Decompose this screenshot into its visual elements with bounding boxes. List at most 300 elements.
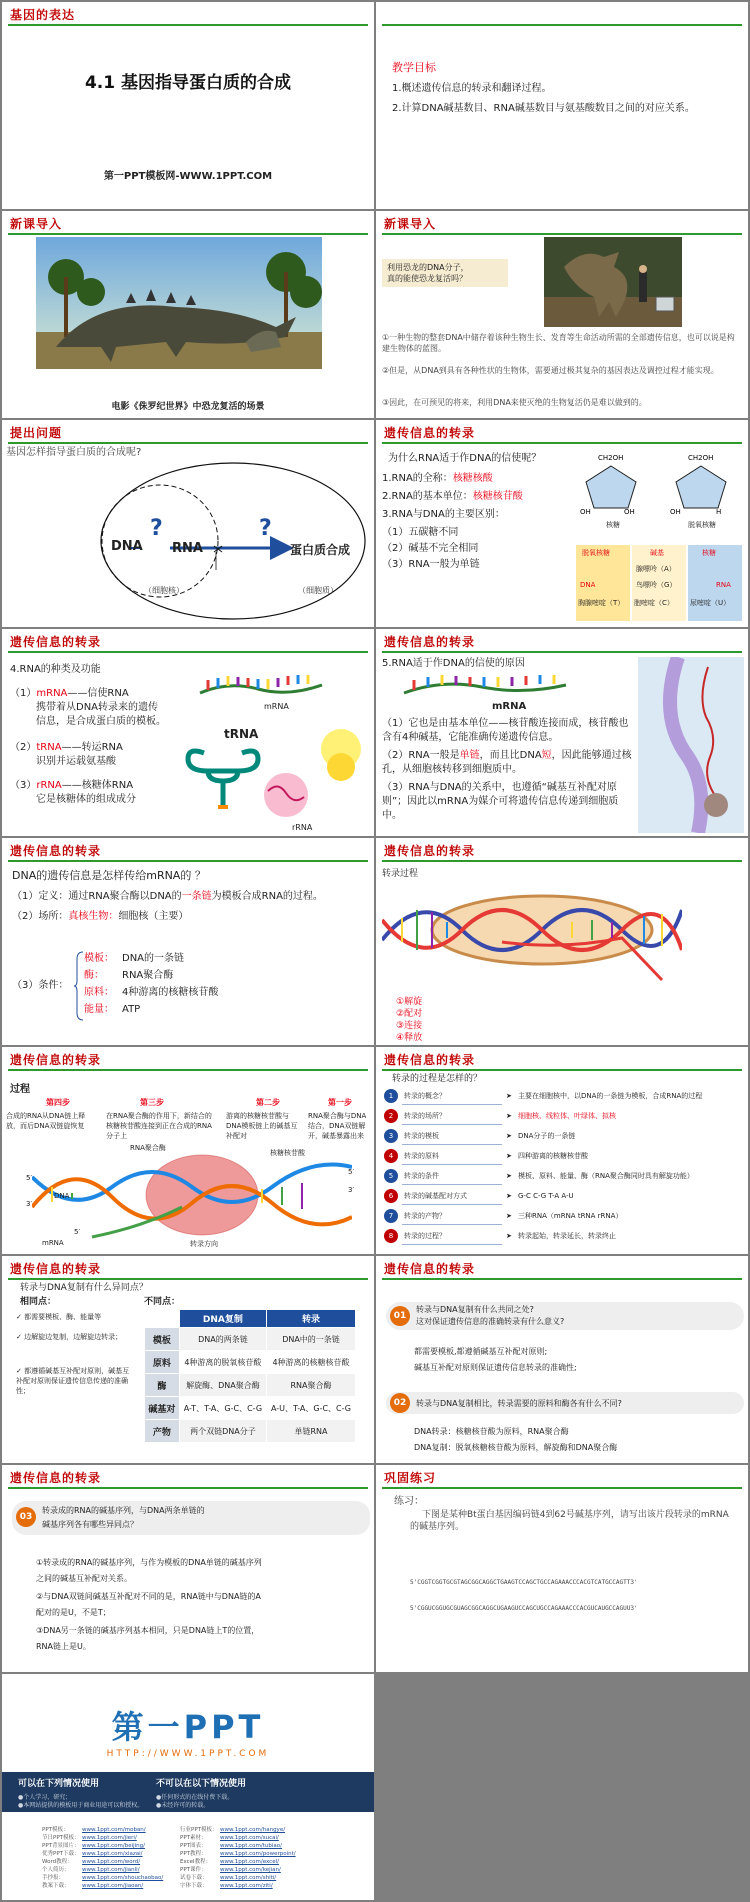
condition-template: 模板： DNA的一条链 [84, 953, 185, 964]
slide-transcription-def [2, 838, 374, 1045]
row-divider [402, 1244, 502, 1245]
arrow-icon: ➤ [506, 1152, 512, 1160]
header-rule [382, 860, 742, 862]
table-cell: 胸腺嘧啶（T） [578, 599, 625, 607]
link-url[interactable]: www.1ppt.com/beijing/ [82, 1843, 146, 1849]
same-item: ✓ 都遵循碱基互补配对原则，碱基互补配对原则保证遗传信息传递的准确性； [16, 1367, 130, 1395]
header-rule [382, 1069, 742, 1071]
row-divider [402, 1184, 502, 1185]
type-desc: ——核糖体RNA [61, 780, 134, 791]
link-label: 个人简历： [42, 1867, 70, 1873]
link-row [42, 1826, 146, 1834]
summary-row [384, 1189, 742, 1207]
link-label: 手抄报： [42, 1875, 65, 1881]
sequence-coding: 5'CGGTCGGTGCGTAGCGGCAGGCTGAAGTCCAGCTGCCAGAAACCCACGTCATGCCAGTT3' [410, 1579, 638, 1586]
table-cell: RNA聚合酶 [267, 1374, 356, 1397]
svg-text:CH2OH: CH2OH [598, 454, 624, 462]
bubble-line: 利用恐龙的DNA分子， [387, 263, 469, 272]
section-title: 5.RNA适于作DNA的信使的原因 [382, 658, 525, 669]
link-row [42, 1850, 143, 1858]
cannot-use-item: ●未经许可的转载。 [156, 1802, 210, 1809]
header-rule [8, 1069, 368, 1071]
link-label: PPT教程： [180, 1851, 207, 1857]
table-cell: 模板 [145, 1328, 180, 1351]
slide-header: 新课导入 [10, 217, 63, 231]
definition: （1）定义：通过RNA聚合酶以DNA的一条链为模板合成RNA的过程。 [12, 891, 323, 902]
list-item [382, 472, 493, 486]
header-rule [8, 1278, 368, 1280]
same-label: 相同点： [20, 1297, 57, 1307]
svg-text:OH: OH [580, 508, 591, 516]
header-rule [8, 1487, 368, 1489]
question-bubble [382, 259, 508, 287]
rna-type-mrna: （1）mRNA——信使RNA 携带着从DNA转录来的遗传 信息，是合成蛋白质的模板。 [10, 687, 180, 729]
item-value: 核糖核酸 [452, 473, 493, 484]
summary-row [384, 1169, 742, 1187]
link-url[interactable]: www.1ppt.com/shouchaobao/ [82, 1875, 164, 1881]
svg-text:OH: OH [624, 508, 635, 516]
deoxyribose-structure [666, 452, 736, 516]
link-url[interactable]: www.1ppt.com/xiazai/ [82, 1851, 143, 1857]
page-title: 4.1 基因指导蛋白质的合成 [84, 73, 292, 93]
step-text: 合成的RNA从DNA链上释放，而后DNA双链旋恢复 [6, 1112, 86, 1130]
type-detail: 信息，是合成蛋白质的模板。 [36, 716, 166, 727]
row-key: 转录的场所？ [404, 1112, 446, 1120]
arrow-icon: ➤ [506, 1092, 512, 1100]
question-text: 为什么RNA适于作DNA的信使呢？ [388, 453, 542, 464]
answer-line: DNA复制：脱氧核糖核苷酸为原料，解旋酶和DNA聚合酶 [414, 1443, 618, 1452]
table-row [145, 1351, 356, 1374]
slide-header: 提出问题 [10, 426, 63, 440]
table-cell: 酶 [145, 1374, 180, 1397]
summary-row [384, 1149, 742, 1167]
slide-header: 遗传信息的转录 [384, 1053, 476, 1067]
table-cell: 尿嘧啶（U） [690, 599, 731, 607]
link-row [42, 1882, 143, 1890]
link-url[interactable]: www.1ppt.com/kejian/ [220, 1867, 281, 1873]
slide-header: 遗传信息的转录 [10, 635, 102, 649]
section-title: 4.RNA的种类及功能 [10, 664, 101, 675]
mrna-illustration [402, 673, 568, 697]
slide-rna-types [2, 629, 374, 836]
header-rule [8, 651, 368, 653]
question-mark: ? [150, 516, 163, 541]
table-cell: DNA [580, 581, 596, 589]
cytoplasm-label: （细胞质） [298, 586, 338, 595]
header-rule [8, 442, 368, 444]
table-cell: 原料 [145, 1351, 180, 1374]
question-mark: ? [259, 516, 272, 541]
arrow-icon: ➤ [506, 1112, 512, 1120]
nuclear-export-illustration [638, 657, 744, 833]
trna-illustration [178, 741, 268, 811]
question-number: 03 [16, 1507, 36, 1527]
link-label: 试卷下载： [180, 1875, 208, 1881]
row-divider [402, 1124, 502, 1125]
answer-line: DNA转录：核糖核苷酸为原料，RNA聚合酶 [414, 1427, 569, 1436]
question-line: 转录与DNA复制有什么共同之处? [416, 1305, 534, 1314]
slide-process-steps [2, 1047, 374, 1254]
diff-label: 不同点： [144, 1297, 181, 1307]
link-row [180, 1866, 281, 1874]
col-head: 核糖 [702, 549, 716, 557]
step-item: ②配对 [396, 1009, 423, 1019]
slide-header: 遗传信息的转录 [384, 1262, 476, 1276]
step-heading: 第三步 [140, 1098, 164, 1107]
comparison-table [144, 1309, 356, 1443]
link-url[interactable]: www.1ppt.com/tubiao/ [220, 1843, 282, 1849]
table-cell: 产物 [145, 1420, 180, 1443]
answer-line: ③DNA另一条链的碱基序列基本相同，只是DNA链上T的位置，RNA链上是U。 [36, 1626, 260, 1651]
step-item: ④释放 [396, 1033, 423, 1043]
slide-qa-2 [2, 1465, 374, 1672]
dna-label: DNA [111, 539, 143, 554]
slide-question [2, 420, 374, 627]
type-desc: ——信使RNA [67, 688, 129, 699]
slide-header: 新课导入 [384, 217, 437, 231]
link-url[interactable]: www.1ppt.com/moban/ [82, 1827, 146, 1833]
row-number: 1 [384, 1089, 398, 1103]
svg-text:H: H [716, 508, 722, 516]
trna-label: tRNA [224, 727, 259, 741]
strand-end: 5′ [348, 1168, 355, 1176]
image-caption: 电影《侏罗纪世界》中恐龙复活的场景 [111, 402, 265, 412]
question-line: 转录与DNA复制相比，转录需要的原料和酶各有什么不同? [416, 1399, 622, 1408]
base-table [576, 545, 742, 621]
deoxyribose-label: 脱氧核糖 [688, 521, 716, 529]
slide-objectives [376, 2, 748, 209]
link-row [42, 1858, 140, 1866]
place: （2）场所：真核生物：细胞核（主要） [12, 911, 189, 922]
row-number: 4 [384, 1149, 398, 1163]
col-head: 碱基 [650, 549, 664, 557]
item-value: 核糖核苷酸 [472, 491, 523, 502]
table-cell: 单链RNA [267, 1420, 356, 1443]
row-key: 转录的条件 [404, 1172, 439, 1180]
slide-comparison [2, 1256, 374, 1463]
can-use-title: 可以在下列情况使用 [18, 1779, 100, 1789]
bubble-line: 真的能使恐龙复活吗？ [387, 274, 467, 283]
slide-header: 巩固练习 [384, 1471, 437, 1485]
list-item [382, 490, 523, 504]
arrow-icon: ➤ [506, 1232, 512, 1240]
slide-transcription-process [376, 838, 748, 1045]
table-cell: 两个双链DNA分子 [179, 1420, 266, 1443]
header-rule [382, 442, 742, 444]
type-detail: 它是核糖体的组成成分 [36, 794, 136, 805]
row-number: 2 [384, 1109, 398, 1123]
protein-label: 蛋白质合成 [290, 543, 351, 557]
table-cell: 胞嘧啶（C） [634, 599, 674, 607]
table-cell: 4种游离的脱氧核苷酸 [179, 1351, 266, 1374]
slide-intro-question [376, 211, 748, 418]
objective-item: 2.计算DNA碱基数目、RNA碱基数目与氨基酸数目之间的对应关系。 [392, 103, 695, 114]
table-row [145, 1328, 356, 1351]
link-label: PPT素材： [180, 1835, 207, 1841]
slide-title [2, 2, 374, 209]
mrna-label: mRNA [264, 702, 289, 711]
question-number: 01 [390, 1306, 410, 1326]
table-cell: 碱基对 [145, 1397, 180, 1420]
header-rule [382, 651, 742, 653]
dinosaur-photo [544, 237, 682, 327]
row-value: 四种游离的核糖核苷酸 [518, 1152, 588, 1160]
step-heading: 第二步 [256, 1098, 280, 1107]
row-key: 转录的碱基配对方式 [404, 1192, 467, 1200]
summary-row [384, 1089, 742, 1107]
row-divider [402, 1204, 502, 1205]
link-url[interactable]: www.1ppt.com/word/ [82, 1859, 141, 1865]
ribose-structure [576, 452, 646, 516]
rna-type-trna: （2）tRNA——转运RNA 识别并运载氨基酸 [10, 741, 180, 769]
answer-line: ②与DNA双链间碱基互补配对不同的是，RNA链中与DNA链的A配对的是U，不是T； [36, 1592, 261, 1617]
table-row [145, 1397, 356, 1420]
arrow-icon: ➤ [506, 1192, 512, 1200]
table-cell: A-T、T-A、G-C、C-G [179, 1397, 266, 1420]
header-rule [382, 1487, 742, 1489]
strand-end: 3′ [26, 1200, 33, 1208]
type-name: rRNA [36, 780, 62, 791]
rna-label: RNA [172, 541, 203, 556]
link-row [42, 1874, 163, 1882]
exercise-label: 练习： [394, 1496, 424, 1507]
row-value: 三种RNA（mRNA tRNA rRNA） [518, 1212, 623, 1220]
header-rule [382, 24, 742, 26]
condition-energy: 能量： ATP [84, 1004, 141, 1015]
list-subitem: （3）RNA一般为单链 [382, 559, 480, 570]
summary-row [384, 1109, 742, 1127]
question-number: 02 [390, 1393, 410, 1413]
row-key: 转录的模板 [404, 1132, 439, 1140]
answer-line: ①转录成的RNA的碱基序列，与作为模板的DNA单链的碱基序列之间的碱基互补配对关系。 [36, 1558, 262, 1583]
link-row [42, 1866, 140, 1874]
header-rule [382, 233, 742, 235]
row-value: 模板、原料、能量、酶（RNA聚合酶同时具有解旋功能） [518, 1172, 694, 1180]
row-value: G-C C-G T-A A-U [518, 1192, 574, 1200]
table-cell: 腺嘌呤（A） [636, 565, 676, 573]
link-row [180, 1842, 282, 1850]
summary-row [384, 1129, 742, 1147]
question-text: 转录的过程是怎样的？ [392, 1074, 483, 1084]
table-row [145, 1374, 356, 1397]
nucleotide-label: 核糖核苷酸 [270, 1149, 305, 1157]
row-key: 转录的产物？ [404, 1212, 446, 1220]
table-cell: 解旋酶、DNA聚合酶 [179, 1374, 266, 1397]
link-url[interactable]: www.1ppt.com/jiaoan/ [82, 1883, 144, 1889]
table-cell: A-U、T-A、G-C、C-G [267, 1397, 356, 1420]
row-number: 8 [384, 1229, 398, 1243]
link-row [180, 1826, 285, 1834]
table-cell: RNA [716, 581, 731, 589]
list-item: 3.RNA与DNA的主要区别： [382, 509, 505, 520]
reason-1: （1）它也是由基本单位——核苷酸连接而成，核苷酸也含有4种碱基，它能准确传递遗传信息。 [382, 718, 629, 743]
link-url[interactable]: www.1ppt.com/shiti/ [220, 1875, 277, 1881]
link-row [42, 1842, 145, 1850]
svg-text:OH: OH [670, 508, 681, 516]
same-item: ✓ 都需要模板、酶、能量等 [16, 1313, 102, 1321]
link-label: 优秀PPT下载： [42, 1851, 80, 1857]
objectives-label: 教学目标 [392, 61, 436, 74]
slide-process-summary [376, 1047, 748, 1254]
site-url: HTTP://WWW.1PPT.COM [106, 1749, 270, 1759]
slide-footer: 第一PPT模板网-WWW.1PPT.COM [103, 171, 273, 182]
dinosaur-scene-image [36, 237, 322, 369]
link-url[interactable]: www.1ppt.com/jianli/ [82, 1867, 140, 1873]
step-heading: 第四步 [46, 1098, 70, 1107]
row-key: 转录的概念？ [404, 1092, 446, 1100]
link-row [180, 1850, 296, 1858]
slide-exercise [376, 1465, 748, 1672]
check-icon: ✓ [16, 1333, 25, 1341]
ribose-label: 核糖 [606, 521, 620, 529]
check-icon: ✓ [16, 1367, 25, 1375]
slide-header: 遗传信息的转录 [10, 1053, 102, 1067]
type-detail: 识别并运载氨基酸 [36, 756, 116, 767]
type-name: mRNA [36, 688, 68, 699]
condition-material: 原料： 4种游离的核糖核苷酸 [84, 987, 219, 998]
step-item: ③连接 [396, 1021, 423, 1031]
rna-type-rrna: （3）rRNA——核糖体RNA 它是核糖体的组成成分 [10, 779, 180, 807]
rrna-label: rRNA [292, 823, 313, 832]
condition-enzyme: 酶： RNA聚合酶 [84, 970, 174, 981]
paragraph: ①一种生物的整套DNA中储存着该种生物生长、发育等生命活动所需的全部遗传信息，也可以说是构建生物体的蓝图。 [382, 333, 735, 353]
link-url[interactable]: www.1ppt.com/ziti/ [220, 1883, 273, 1889]
brace [74, 951, 84, 1021]
link-url[interactable]: www.1ppt.com/excel/ [220, 1859, 279, 1865]
link-label: Word教程： [42, 1859, 73, 1865]
link-label: 教案下载： [42, 1883, 70, 1889]
same-item: ✓ 边解旋边复制，边解旋边转录； [16, 1333, 123, 1341]
arrow-icon: ➤ [506, 1172, 512, 1180]
table-header: 转录 [267, 1310, 356, 1328]
site-logo: 第一PPT [111, 1708, 265, 1746]
link-label: 字体下载： [180, 1883, 208, 1889]
slide-credits [2, 1674, 374, 1900]
can-use-item: ●个人学习、研究； [18, 1794, 72, 1801]
link-label: PPT图表： [180, 1843, 207, 1849]
mrna-label: mRNA [42, 1239, 64, 1247]
slide-header: 遗传信息的转录 [384, 426, 476, 440]
item-label: 1.RNA的全称： [382, 473, 453, 484]
question-line: 这对保证遗传信息的准确转录有什么意义? [416, 1317, 565, 1326]
row-value: 转录起始，转录延长，转录终止 [518, 1232, 616, 1240]
link-url[interactable]: www.1ppt.com/powerpoint/ [220, 1851, 296, 1857]
link-url[interactable]: www.1ppt.com/jieri/ [82, 1835, 137, 1841]
link-row [42, 1834, 137, 1842]
link-row [180, 1858, 279, 1866]
link-row [180, 1882, 273, 1890]
link-url[interactable]: www.1ppt.com/hangye/ [220, 1827, 286, 1833]
header-rule [8, 24, 368, 26]
row-number: 7 [384, 1209, 398, 1223]
nucleus-label: （细胞核） [144, 586, 184, 595]
row-key: 转录的原料 [404, 1152, 439, 1160]
paragraph: ③因此，在可预见的将来，利用DNA来使灭绝的生物复活仍是难以做到的。 [382, 398, 647, 407]
type-name: tRNA [36, 742, 62, 753]
slide-rna-vs-dna [376, 420, 748, 627]
summary-row [384, 1209, 742, 1227]
link-url[interactable]: www.1ppt.com/sucai/ [220, 1835, 279, 1841]
row-value: DNA分子的一条链 [518, 1132, 576, 1140]
header-rule [8, 860, 368, 862]
table-header [145, 1310, 180, 1328]
link-label: PPT课件： [180, 1867, 207, 1873]
reason-3: （3）RNA与DNA的关系中，也遵循“碱基互补配对原则”；因此以mRNA为媒介可将遗传信息传递到细胞质中。 [382, 782, 619, 821]
slide-intro-image [2, 211, 374, 418]
table-cell: 鸟嘌呤（G） [636, 581, 677, 589]
header-rule [382, 1278, 742, 1280]
section-title: 过程 [10, 1084, 30, 1095]
slide-header: 遗传信息的转录 [10, 1262, 102, 1276]
step-text: RNA聚合酶与DNA结合，DNA双链解开，碱基暴露出来 [308, 1112, 367, 1140]
check-icon: ✓ [16, 1313, 25, 1321]
mrna-illustration [198, 673, 324, 699]
row-value: 细胞核、线粒体、叶绿体、拟核 [518, 1112, 616, 1120]
rrna-illustration [258, 771, 314, 819]
slide-header: 遗传信息的转录 [384, 844, 476, 858]
table-header: DNA复制 [179, 1310, 266, 1328]
cannot-use-item: ●任何形式的在线付费下载。 [156, 1794, 234, 1801]
polymerase-label: RNA聚合酶 [130, 1144, 166, 1152]
item-label: 2.RNA的基本单位： [382, 491, 473, 502]
link-label: 节日PPT模板： [42, 1835, 80, 1841]
row-value: 主要在细胞核中，以DNA的一条链为模板，合成RNA的过程 [518, 1092, 703, 1100]
step-item: ①解旋 [396, 997, 423, 1007]
question-line: 转录成的RNA的碱基序列，与DNA两条单链的 [42, 1506, 205, 1515]
summary-row [384, 1229, 742, 1247]
question-text: 转录与DNA复制有什么异同点？ [20, 1283, 148, 1293]
strand-end: 5′ [26, 1174, 33, 1182]
link-label: 行业PPT模板： [180, 1827, 218, 1833]
slide-header: 基因的表达 [10, 8, 76, 22]
conditions-label: （3）条件： [12, 980, 69, 991]
link-row [180, 1834, 279, 1842]
row-divider [402, 1104, 502, 1105]
table-cell: DNA的两条链 [179, 1328, 266, 1351]
table-cell: DNA中的一条链 [267, 1328, 356, 1351]
row-key: 转录的过程？ [404, 1232, 446, 1240]
paragraph: ②但是，从DNA到具有各种性状的生物体，需要通过极其复杂的基因表达及调控过程才能实现。 [382, 366, 719, 375]
row-divider [402, 1164, 502, 1165]
row-number: 6 [384, 1189, 398, 1203]
link-label: PPT模板： [42, 1827, 69, 1833]
arrow-icon: ➤ [506, 1132, 512, 1140]
slide-rna-reasons [376, 629, 748, 836]
can-use-item: ●本网站提供的模板用于商业用途可以和授权。 [18, 1802, 144, 1809]
section-title: 转录过程 [382, 869, 419, 879]
type-desc: ——转运RNA [61, 742, 123, 753]
question-text: DNA的遗传信息是怎样传给mRNA的 ？ [12, 869, 206, 882]
header-rule [8, 233, 368, 235]
transcription-diagram [382, 880, 682, 990]
strand-end: 3′ [348, 1186, 355, 1194]
row-divider [402, 1224, 502, 1225]
slide-header: 遗传信息的转录 [10, 1471, 102, 1485]
reason-2: （2）RNA一般是单链，而且比DNA短，因此能够通过核孔，从细胞核转移到细胞质中。 [382, 750, 632, 775]
list-subitem: （2）碱基不完全相同 [382, 543, 479, 554]
sequence-mrna: 5'CGGUCGGUGCGUAGCGGCAGGCUGAAGUCCAGCUGCCAGAAACCCACGUCAUGCCAGUU3' [410, 1605, 638, 1612]
slide-qa-1 [376, 1256, 748, 1463]
question-line: 碱基序列各有哪些异同点？ [42, 1520, 138, 1529]
dna-label: DNA [54, 1192, 70, 1200]
mrna-label: mRNA [492, 701, 527, 712]
table-row [145, 1420, 356, 1443]
objective-item: 1.概述遗传信息的转录和翻译过程。 [392, 83, 552, 94]
answer-line: 都需要模板,都遵循碱基互补配对原则; [414, 1347, 548, 1356]
arrow-icon: ➤ [506, 1212, 512, 1220]
step-text: 在RNA聚合酶的作用下，新结合的核糖核苷酸连接到正在合成的RNA分子上 [106, 1112, 212, 1140]
row-divider [402, 1144, 502, 1145]
